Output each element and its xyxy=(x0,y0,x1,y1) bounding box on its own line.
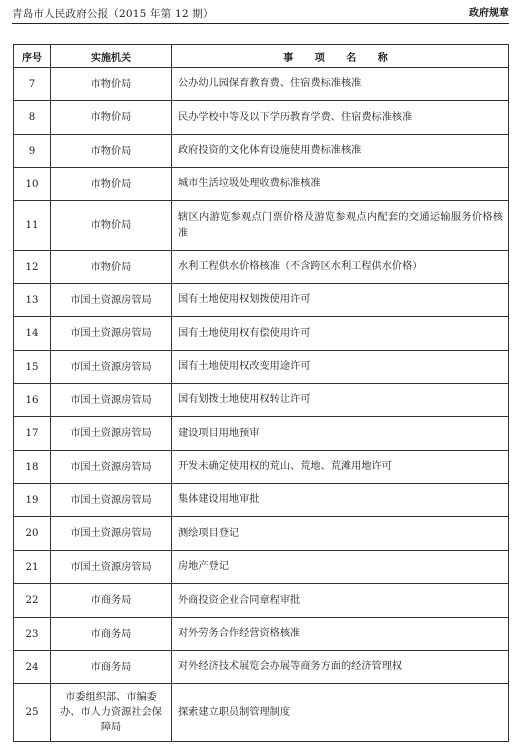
row-number: 14 xyxy=(14,317,51,351)
row-item: 探索建立职员制管理制度 xyxy=(172,684,509,742)
table-row xyxy=(14,384,509,417)
row-org: 市国土资源房管局 xyxy=(51,317,172,351)
row-org: 市国土资源房管局 xyxy=(51,484,172,517)
table-row xyxy=(14,168,509,201)
row-org: 市物价局 xyxy=(51,68,172,101)
row-org: 市国土资源房管局 xyxy=(51,551,172,584)
row-org: 市国土资源房管局 xyxy=(51,384,172,417)
row-item: 国有土地使用权改变用途许可 xyxy=(172,351,509,384)
table-row xyxy=(14,68,509,101)
row-item: 国有划拨土地使用权转让许可 xyxy=(172,384,509,417)
row-item: 国有土地使用权划拨使用许可 xyxy=(172,284,509,317)
column-header-no: 序号 xyxy=(14,45,51,68)
row-number: 8 xyxy=(14,101,51,135)
row-org: 市物价局 xyxy=(51,101,172,135)
row-item: 国有土地使用权有偿使用许可 xyxy=(172,317,509,351)
table-row xyxy=(14,451,509,484)
row-number: 18 xyxy=(14,451,51,484)
row-org: 市国土资源房管局 xyxy=(51,351,172,384)
row-number: 11 xyxy=(14,201,51,251)
row-item: 外商投资企业合同章程审批 xyxy=(172,584,509,618)
row-number: 7 xyxy=(14,68,51,101)
publication-title: 青岛市人民政府公报（2015 年第 12 期） xyxy=(12,8,214,20)
row-number: 24 xyxy=(14,651,51,684)
row-org: 市委组织部、市编委办、市人力资源社会保障局 xyxy=(51,684,172,742)
table-row xyxy=(14,351,509,384)
table-row xyxy=(14,651,509,684)
row-item: 公办幼儿园保育教育费、住宿费标准核准 xyxy=(172,68,509,101)
row-item xyxy=(172,201,509,251)
table-row xyxy=(14,584,509,618)
row-org: 市国土资源房管局 xyxy=(51,417,172,451)
column-header-item: 事 项 名 称 xyxy=(172,45,509,68)
row-org: 市商务局 xyxy=(51,651,172,684)
row-item: 政府投资的文化体育设施使用费标准核准 xyxy=(172,135,509,168)
table-row xyxy=(14,618,509,651)
row-org: 市物价局 xyxy=(51,135,172,168)
row-org: 市国土资源房管局 xyxy=(51,517,172,551)
row-number: 13 xyxy=(14,284,51,317)
table-row xyxy=(14,251,509,284)
row-item: 测绘项目登记 xyxy=(172,517,509,551)
row-org: 市国土资源房管局 xyxy=(51,284,172,317)
row-number: 25 xyxy=(14,684,51,742)
row-item: 对外劳务合作经营资格核准 xyxy=(172,618,509,651)
row-item: 对外经济技术展览会办展等商务方面的经济管理权 xyxy=(172,651,509,684)
row-org: 市商务局 xyxy=(51,618,172,651)
table-row xyxy=(14,484,509,517)
table-row xyxy=(14,317,509,351)
row-number: 12 xyxy=(14,251,51,284)
row-item: 水利工程供水价格核准（不含跨区水利工程供水价格） xyxy=(172,251,509,284)
row-item: 房地产登记 xyxy=(172,551,509,584)
row-number: 21 xyxy=(14,551,51,584)
row-org: 市物价局 xyxy=(51,168,172,201)
row-number: 10 xyxy=(14,168,51,201)
row-org: 市商务局 xyxy=(51,584,172,618)
table-row xyxy=(14,551,509,584)
row-item-text: 辖区内游览参观点门票价格及游览参观点内配套的交通运输服务价格核准 xyxy=(178,211,503,239)
table-row xyxy=(14,417,509,451)
row-number: 19 xyxy=(14,484,51,517)
table-row xyxy=(14,201,509,251)
row-number: 23 xyxy=(14,618,51,651)
table-row xyxy=(14,284,509,317)
header-divider xyxy=(12,23,509,24)
row-item: 开发未确定使用权的荒山、荒地、荒滩用地许可 xyxy=(172,451,509,484)
row-number: 9 xyxy=(14,135,51,168)
row-item: 集体建设用地审批 xyxy=(172,484,509,517)
row-number: 20 xyxy=(14,517,51,551)
table-row xyxy=(14,684,509,742)
row-number: 22 xyxy=(14,584,51,618)
page-header xyxy=(12,5,509,23)
row-item: 城市生活垃圾处理收费标准核准 xyxy=(172,168,509,201)
table-row xyxy=(14,517,509,551)
table-header-row xyxy=(14,45,509,68)
section-title: 政府规章 xyxy=(469,8,509,19)
table-row xyxy=(14,101,509,135)
column-header-org: 实施机关 xyxy=(51,45,172,68)
row-org: 市物价局 xyxy=(51,201,172,251)
row-org: 市国土资源房管局 xyxy=(51,451,172,484)
row-org: 市物价局 xyxy=(51,251,172,284)
row-item: 建设项目用地预审 xyxy=(172,417,509,451)
row-number: 16 xyxy=(14,384,51,417)
table-row xyxy=(14,135,509,168)
items-table xyxy=(13,44,509,742)
row-number: 17 xyxy=(14,417,51,451)
row-number: 15 xyxy=(14,351,51,384)
row-item: 民办学校中等及以下学历教育学费、住宿费标准核准 xyxy=(172,101,509,135)
